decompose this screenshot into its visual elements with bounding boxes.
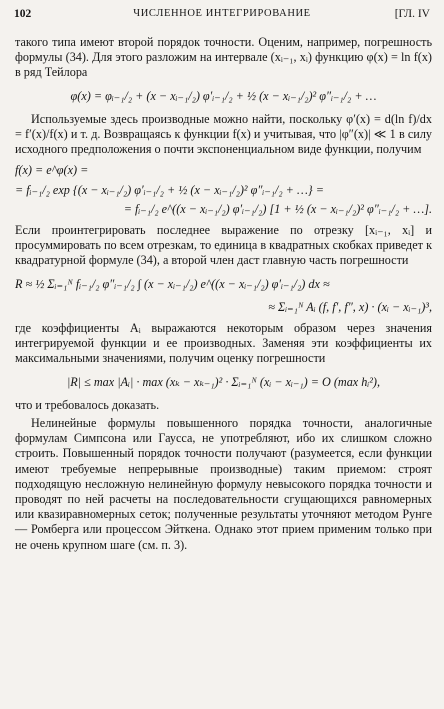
paragraph-2: Используемые здесь производные можно найти, поскольку φ′(x) = d(ln f)/dx = f′(x)/f(x) и т. д. Возвращаясь к функции f(x) и учитывая, что |φ″(x)| ≪ 1 в силу исходного предположения о почти экспоненциальном виде функции, получим bbox=[15, 111, 432, 157]
paragraph-1: такого типа имеют второй порядок точности. Оценим, например, погрешность формулы (34). Для этого разложим на интервале (xᵢ₋₁, xᵢ) функцию φ(x) = ln f(x) в ряд Тейлора bbox=[15, 35, 432, 80]
equation-f-exp-line-1: f(x) = e^φ(x) = bbox=[15, 163, 89, 178]
paragraph-4: где коэффициенты Aᵢ выражаются некоторым образом через значения интегрируемой функции и ее производных. Заменяя эти коэффициенты их максимальными значениями, получим оценку погрешности bbox=[15, 321, 432, 366]
equation-f-exp-line-3: = fᵢ₋₁/₂ e^((x − xᵢ₋₁/₂) φ′ᵢ₋₁/₂) [1 + ½ (x − xᵢ₋₁/₂)² φ″ᵢ₋₁/₂ + …]. bbox=[123, 201, 432, 216]
equation-f-exp-line-2: = fᵢ₋₁/₂ exp {(x − xᵢ₋₁/₂) φ′ᵢ₋₁/₂ + ½ (x − xᵢ₋₁/₂)² φ″ᵢ₋₁/₂ + …} = bbox=[15, 182, 324, 197]
running-title: ЧИСЛЕННОЕ ИНТЕГРИРОВАНИЕ bbox=[133, 8, 311, 19]
equation-error-integral-line-2: ≈ Σᵢ₌₁ᴺ Aᵢ (f, f′, f″, x) · (xᵢ − xᵢ₋₁)³, bbox=[268, 299, 432, 314]
page-body bbox=[15, 35, 432, 553]
chapter-label: [ГЛ. IV bbox=[394, 8, 430, 20]
equation-error-bound: |R| ≤ max |Aᵢ| · max (xₖ − xₖ₋₁)² · Σᵢ₌₁ᴺ (xᵢ − xᵢ₋₁) = O (max hᵢ²), bbox=[66, 374, 381, 389]
page-number: 102 bbox=[14, 8, 32, 20]
paragraph-3: Если проинтегрировать последнее выражение по отрезку [xᵢ₋₁, xᵢ] и просуммировать по всем отрезкам, то единица в квадратных скобках приведет к квадратурной формуле (34), а второй член даст главную часть погрешности bbox=[15, 223, 432, 268]
equation-taylor-series: φ(x) = φᵢ₋₁/₂ + (x − xᵢ₋₁/₂) φ′ᵢ₋₁/₂ + ½ (x − xᵢ₋₁/₂)² φ″ᵢ₋₁/₂ + … bbox=[70, 88, 377, 103]
page-header bbox=[12, 8, 432, 26]
equation-error-integral-line-1: R ≈ ½ Σᵢ₌₁ᴺ fᵢ₋₁/₂ φ″ᵢ₋₁/₂ ∫ (x − xᵢ₋₁/₂) e^((x − xᵢ₋₁/₂) φ′ᵢ₋₁/₂) dx ≈ bbox=[15, 276, 330, 291]
paragraph-6: Нелинейные формулы повышенного порядка точности, аналогичные формулам Симпсона или Гаусса, не употребляют, ибо их слишком сложно строить. Повышенный порядок точности получают (разумеется, если функции имеют требуемые непрерывные производные) таким приемом: строят подходящую несложную нелинейную формулу невысокого порядка точности и проводят по ней расчеты на последовательности сгущающихся равномерных или квазиравномерных сеток; полученные результаты уточняют методом Рунге — Ромберга или процессом Эйткена. Однако этот прием применим только при не очень крупном шаге (см. п. 3). bbox=[15, 416, 432, 552]
paragraph-5: что и требовалось доказать. bbox=[15, 397, 160, 412]
